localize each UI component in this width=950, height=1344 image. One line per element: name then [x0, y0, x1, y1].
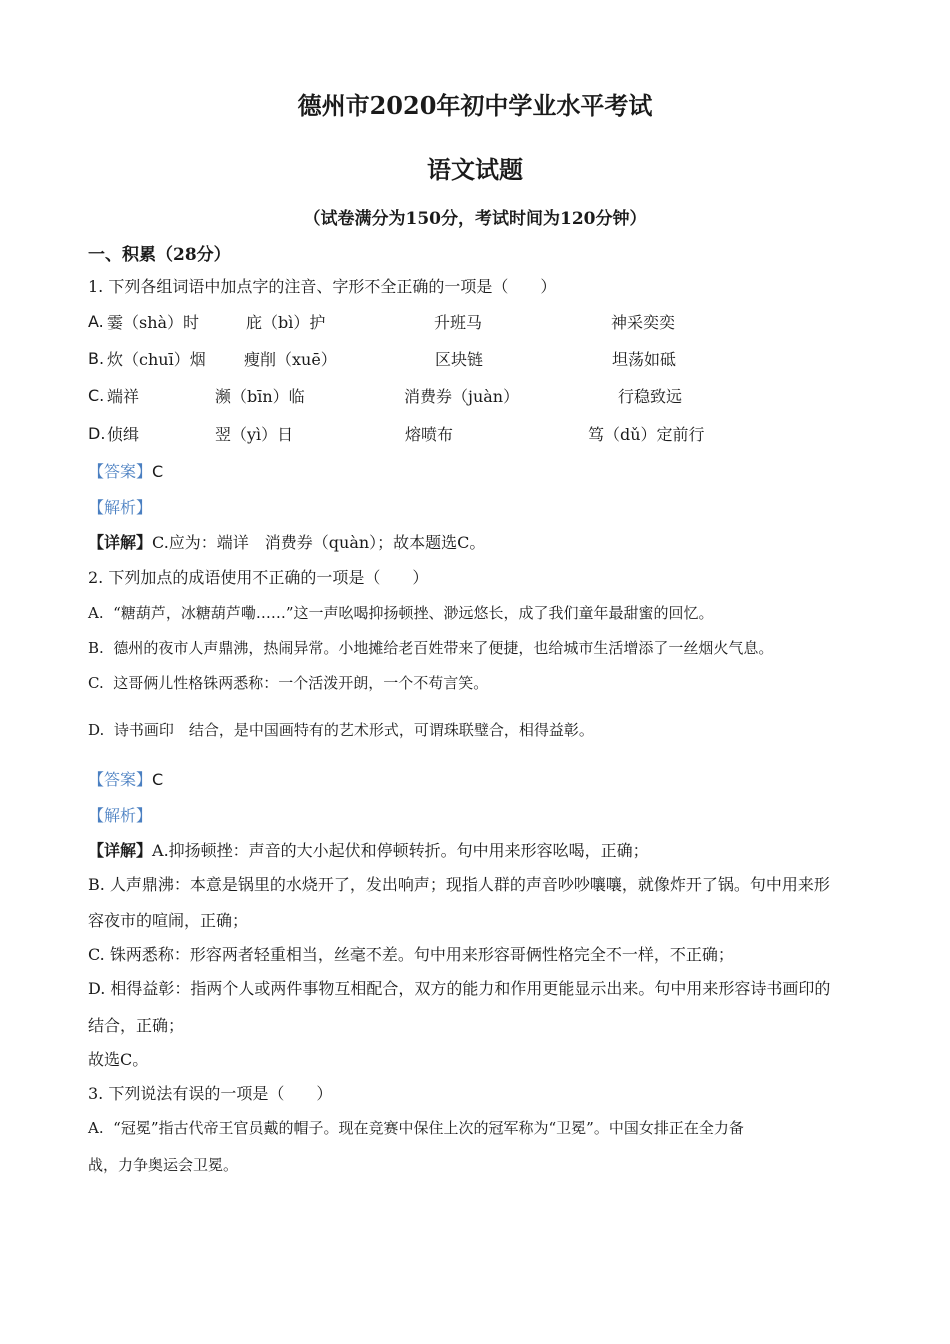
- question-2-analysis-tag: 【解析】: [88, 806, 153, 825]
- question-2-option-a: A. “糖葫芦，冰糖葫芦嘞……”这一声吆喝抑扬顿挫、渺远悠长，成了我们童年最甜蜜的回忆。: [88, 604, 714, 622]
- question-1-analysis-tag: 【解析】: [88, 498, 153, 517]
- question-2-detail-line: B. 人声鼎沸：本意是锅里的水烧开了，发出响声；现指人群的声音吵吵嚷嚷，就像炸开了锅。句中用来形: [88, 875, 830, 894]
- question-3-option-a-continued: 战，力争奥运会卫冕。: [88, 1156, 239, 1174]
- question-2-option-c: C. 这哥俩儿性格铢两悉称：一个活泼开朗，一个不苟言笑。: [88, 674, 489, 692]
- question-3-option-a: A. “冠冕”指古代帝王官员戴的帽子。现在竞赛中保住上次的冠军称为“卫冕”。中国女排正在全力备: [88, 1119, 744, 1137]
- question-2-detail-line: 故选C。: [88, 1050, 149, 1069]
- question-3-stem: 3. 下列说法有误的一项是（ ）: [88, 1084, 333, 1103]
- question-2-detail-line: C. 铢两悉称：形容两者轻重相当，丝毫不差。句中用来形容哥俩性格完全不一样，不正确；: [88, 945, 734, 964]
- question-1-answer: 【答案】C: [88, 462, 164, 481]
- question-2-option-b: B. 德州的夜市人声鼎沸，热闹异常。小地摊给老百姓带来了便捷，也给城市生活增添了一丝烟火气息。: [88, 639, 774, 657]
- question-2-stem: 2. 下列加点的成语使用不正确的一项是（ ）: [88, 568, 429, 587]
- question-2-detail-line: 结合，正确；: [88, 1016, 185, 1035]
- question-2-detail-line: 容夜市的喧闹，正确；: [88, 911, 249, 930]
- subject-title: 语文试题: [427, 155, 523, 184]
- question-1-detail: 【详解】C.应为：端详 消费券（quàn）；故本题选C。: [88, 533, 486, 552]
- question-2-detail-line: 【详解】A.抑扬顿挫：声音的大小起伏和停顿转折。句中用来形容吆喝，正确；: [88, 841, 649, 860]
- section-heading: 一、积累（28分）: [88, 245, 231, 265]
- question-2-answer: 【答案】C: [88, 770, 164, 789]
- question-2-option-d: D. 诗书画印 结合，是中国画特有的艺术形式，可谓珠联璧合，相得益彰。: [88, 721, 594, 739]
- exam-note: （试卷满分为150分，考试时间为120分钟）: [303, 209, 647, 229]
- page-title: 德州市2020年初中学业水平考试: [297, 91, 653, 120]
- question-1-stem: 1. 下列各组词语中加点字的注音、字形不全正确的一项是（ ）: [88, 277, 557, 296]
- question-2-detail-line: D. 相得益彰：指两个人或两件事物互相配合，双方的能力和作用更能显示出来。句中用来形容诗书画印的: [88, 979, 831, 998]
